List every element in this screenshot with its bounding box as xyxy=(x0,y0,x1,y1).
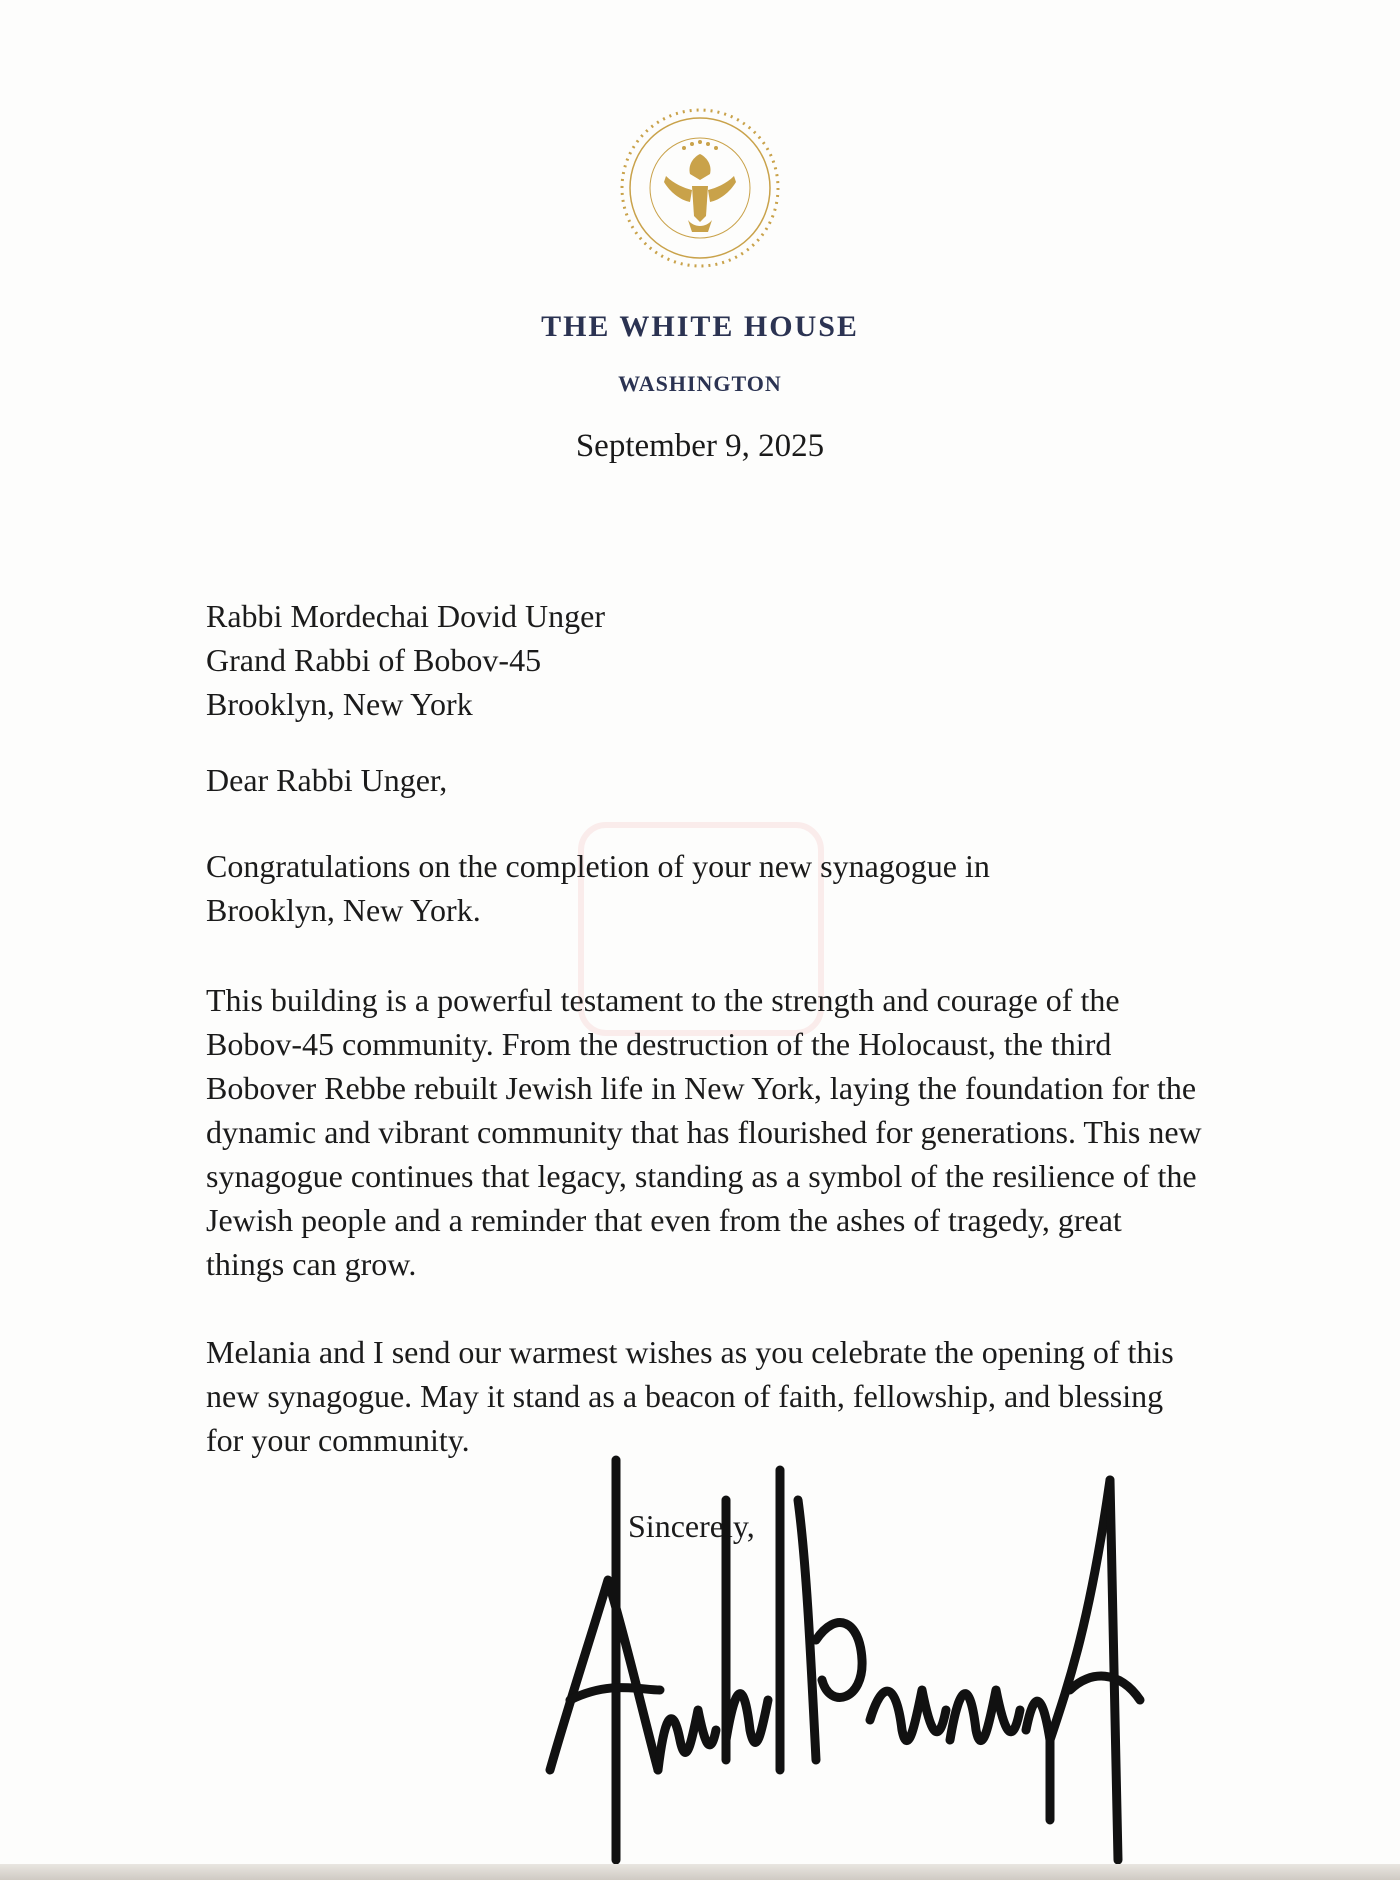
recipient-block xyxy=(206,594,1206,726)
recipient-location: Brooklyn, New York xyxy=(206,686,473,722)
paragraph-1: Congratulations on the completion of your new synagogue in Brooklyn, New York. xyxy=(206,848,990,928)
recipient-name: Rabbi Mordechai Dovid Unger xyxy=(206,598,606,634)
paragraph-2: This building is a powerful testament to the strength and courage of the Bobov-45 community. From the destruction of the Holocaust, the third Bobover Rebbe rebuilt Jewish life in New York, laying the foundation for the dynamic and vibrant community that has flourished for generations. This new synagogue continues that legacy, standing as a symbol of the resilience of the Jewish people and a reminder that even from the ashes of tragedy, great things can grow. xyxy=(206,982,1202,1282)
page-bottom-edge xyxy=(0,1864,1400,1880)
letter-date: September 9, 2025 xyxy=(575,428,825,464)
letterhead-title: THE WHITE HOUSE xyxy=(541,310,859,343)
salutation: Dear Rabbi Unger, xyxy=(206,762,448,798)
closing: Sincerely, xyxy=(628,1508,755,1544)
recipient-title: Grand Rabbi of Bobov-45 xyxy=(206,642,542,678)
handwritten-signature-icon xyxy=(530,1440,1170,1880)
presidential-seal-icon xyxy=(618,106,782,270)
letterhead-subtitle: WASHINGTON xyxy=(618,371,782,396)
paragraph-3: Melania and I send our warmest wishes as you celebrate the opening of this new synagogue. May it stand as a beacon of faith, fellowship, and blessing for your community. xyxy=(206,1334,1174,1458)
